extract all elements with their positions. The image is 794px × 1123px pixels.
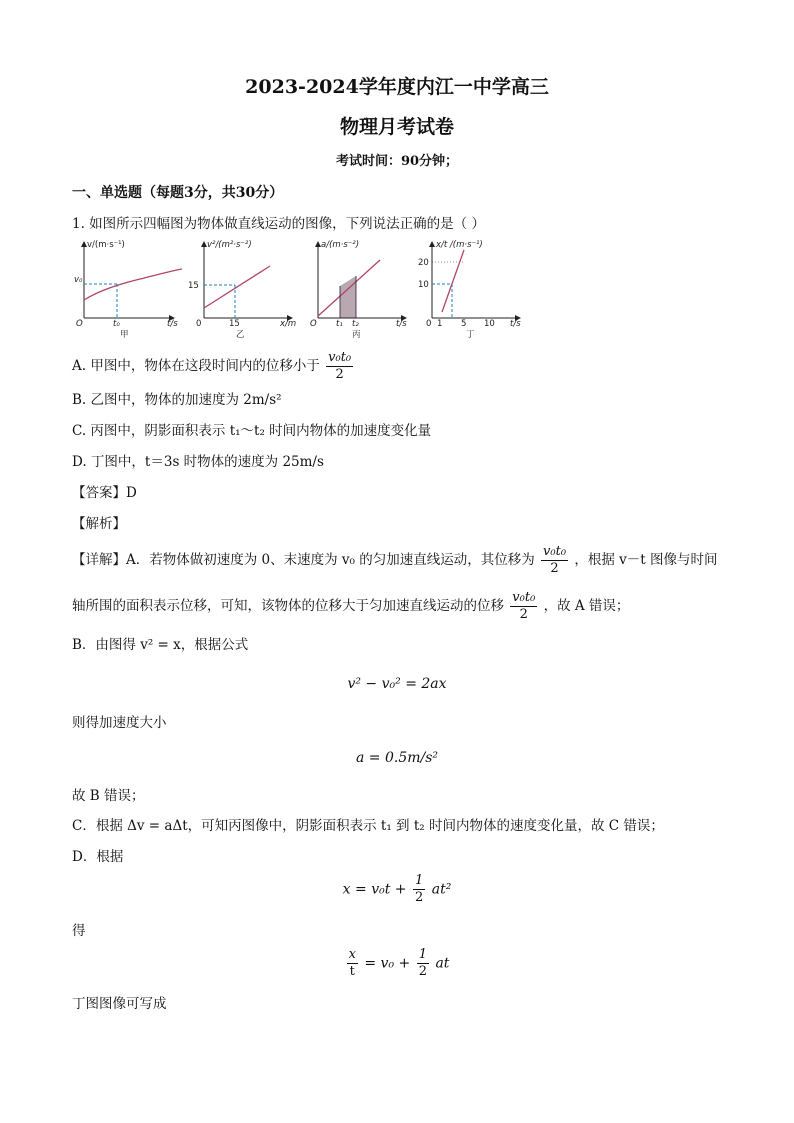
detail-b-result: a = 0.5m/s²	[355, 750, 439, 766]
exam-time: 考试时间：90分钟；	[335, 154, 459, 169]
bing-ylabel: a/(m·s⁻²)	[321, 240, 360, 250]
detail-line2-a: 轴所围的面积表示位移，可知，该物体的位移大于匀加速直线运动的位移	[72, 598, 504, 614]
option-a-frac-den: 2	[335, 367, 344, 382]
ding-ylabel: x/t /(m·s⁻¹)	[436, 240, 483, 250]
detail-d-eq1-half-num: 1	[414, 873, 424, 888]
detail-d-eq2-xt	[347, 947, 358, 980]
exam-title-line1: 2023-2024学年度内江一中学高三	[245, 76, 549, 98]
detail-b-line: B．由图得 v² = x，根据公式	[72, 637, 249, 653]
detail-d-equation2	[0, 947, 794, 980]
jia-origin: O	[76, 319, 83, 329]
bing-t1: t₁	[336, 319, 343, 329]
detail-d-eq2-half-num: 1	[418, 947, 427, 962]
detail-d-get: 得	[72, 923, 86, 939]
section-title: 一、单选题（每题3分，共30分）	[72, 185, 284, 201]
option-a-fraction	[326, 350, 353, 383]
option-a-text: A. 甲图中，物体在这段时间内的位移小于	[72, 358, 320, 374]
graph-jia	[74, 240, 182, 340]
ding-xlabel: t/s	[510, 319, 521, 329]
detail-frac-num-1: v₀t₀	[543, 544, 567, 559]
yi-origin: 0	[196, 319, 202, 329]
analysis-label: 【解析】	[72, 516, 126, 532]
detail-b-then: 则得加速度大小	[72, 715, 167, 731]
ding-x10: 10	[484, 319, 495, 329]
ding-y10: 10	[418, 280, 429, 290]
detail-c-line: C．根据 Δv = aΔt，可知丙图像中，阴影面积表示 t₁ 到 t₂ 时间内物体的速度变化量，故 C 错误；	[72, 818, 664, 834]
detail-d-eq1-right: at²	[431, 881, 452, 898]
option-c: C. 丙图中，阴影面积表示 t₁～t₂ 时间内物体的加速度变化量	[72, 423, 432, 439]
yi-y15: 15	[188, 281, 199, 291]
detail-frac-num-2: v₀t₀	[512, 590, 536, 605]
bing-origin: O	[310, 319, 317, 329]
question-stem: 1. 如图所示四幅图为物体做直线运动的图像，下列说法正确的是（ ）	[72, 216, 485, 232]
jia-caption: 甲	[120, 330, 129, 340]
detail-d-eq2-xt-num: x	[348, 947, 356, 962]
ding-x1: 1	[437, 319, 443, 329]
detail-frac-den-2: 2	[519, 607, 528, 622]
exam-title-line2: 物理月考试卷	[339, 116, 454, 138]
detail-b-equation: v² − v₀² = 2ax	[347, 676, 447, 692]
detail-line2	[72, 590, 732, 623]
answer: 【答案】D	[72, 485, 137, 501]
jia-t0-label: t₀	[113, 319, 120, 329]
option-d: D. 丁图中，t＝3s 时物体的速度为 25m/s	[72, 454, 324, 470]
ding-y20: 20	[418, 258, 429, 268]
jia-ylabel: v/(m·s⁻¹)	[87, 240, 125, 250]
detail-line2-fraction	[510, 590, 537, 623]
option-a	[72, 350, 355, 383]
option-a-frac-num: v₀t₀	[328, 350, 352, 365]
detail-d-equation1	[0, 873, 794, 906]
jia-v0-label: v₀	[74, 275, 83, 285]
detail-d-eq1-half-den: 2	[414, 890, 424, 905]
detail-line1	[72, 544, 732, 577]
detail-d-eq2-right: at	[435, 955, 450, 972]
detail-d-line: D．根据	[72, 849, 124, 865]
graph-ding	[418, 240, 521, 340]
detail-frac-den-1: 2	[550, 561, 559, 576]
detail-d-eq2-xt-den: t	[349, 964, 355, 979]
detail-b-wrong: 故 B 错误；	[72, 788, 145, 804]
detail-d-eq1-left: x = v₀t +	[342, 881, 407, 898]
option-b: B. 乙图中，物体的加速度为 2m/s²	[72, 392, 282, 408]
bing-xlabel: t/s	[396, 319, 407, 329]
yi-caption: 乙	[236, 330, 245, 340]
detail-line1-b: ，根据 v－t 图像与时间	[574, 552, 718, 568]
ding-x0: 0	[426, 319, 432, 329]
jia-xlabel: t/s	[167, 319, 178, 329]
graph-yi	[188, 240, 296, 340]
detail-line2-b: ，故 A 错误；	[543, 598, 630, 614]
detail-line1-a: 【详解】A．若物体做初速度为 0、末速度为 v₀ 的匀加速直线运动，其位移为	[72, 552, 535, 568]
bing-t2: t₂	[352, 319, 359, 329]
ding-x5: 5	[461, 319, 467, 329]
detail-line1-fraction	[541, 544, 568, 577]
detail-d-eq2-mid: = v₀ +	[364, 955, 411, 972]
detail-d-eq2-half	[417, 947, 429, 980]
yi-xlabel: x/m	[280, 319, 297, 329]
detail-d-eq2-half-den: 2	[418, 964, 427, 979]
yi-ylabel: v²/(m²·s⁻²)	[207, 240, 252, 250]
motion-graphs-figure	[70, 238, 540, 340]
ding-caption: 丁	[466, 330, 475, 340]
detail-d-eq1-half	[413, 873, 425, 906]
detail-d-last: 丁图图像可写成	[72, 996, 167, 1012]
bing-caption: 丙	[352, 330, 361, 340]
graph-bing	[310, 240, 407, 340]
yi-x15: 15	[229, 319, 240, 329]
